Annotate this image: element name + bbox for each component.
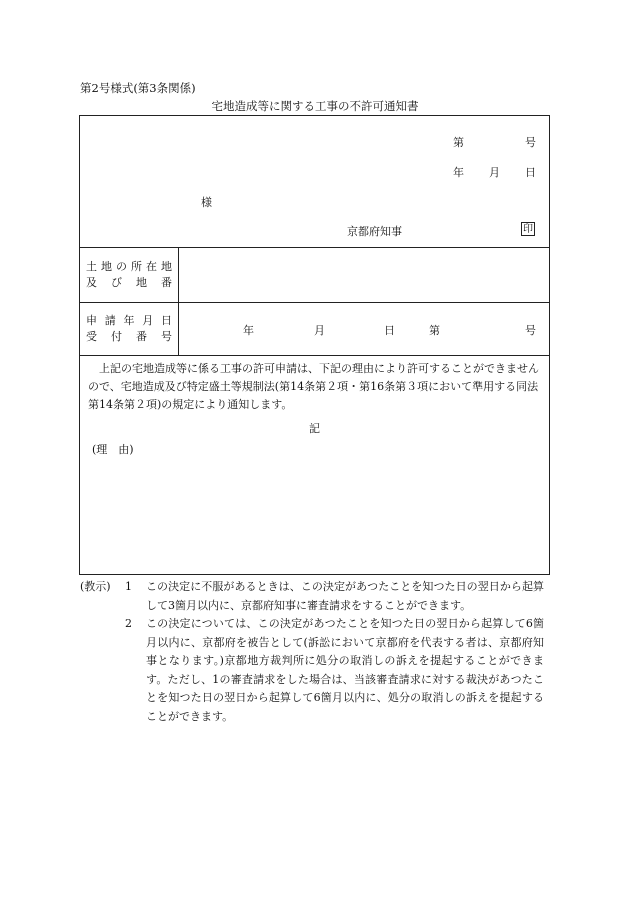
addressee-suffix: 様 (201, 196, 212, 209)
doc-number-suffix: 号 (525, 136, 536, 149)
notice-item-1 (125, 578, 545, 616)
form-table (79, 115, 550, 575)
divider-application (80, 355, 549, 356)
notice-item-1-text: この決定に不服があるときは、この決定があつたことを知つた日の翌日から起算して3箇月以内に、京都府知事に審査請求をすることができます。 (146, 580, 544, 612)
document-title: 宅地造成等に関する工事の不許可通知書 (211, 99, 419, 113)
notification-body-text: 上記の宅地造成等に係る工事の許可申請は、下記の理由により許可することができませんので、宅地造成及び特定盛土等規制法(第14条第２項・第16条第３項において準用する同法第14条第２項)の規定により通知します。 (88, 362, 539, 411)
application-month-label: 月 (314, 324, 325, 337)
application-label-line2: 受付番号 (86, 330, 172, 343)
notice-item-1-number: 1 (125, 580, 132, 593)
reason-label: (理 由) (92, 443, 134, 456)
issuer-name: 京都府知事 (347, 225, 402, 238)
date-day-label: 日 (525, 166, 536, 179)
label-column-divider (178, 247, 179, 355)
notice-item-2 (125, 615, 545, 730)
date-month-label: 月 (489, 166, 500, 179)
notice-item-2-number: 2 (125, 617, 132, 630)
application-day-label: 日 (384, 324, 395, 337)
application-label-line1: 申請年月日 (86, 314, 172, 327)
notice-heading: (教示) (80, 580, 111, 593)
divider-header (80, 247, 549, 248)
application-number-suffix: 号 (525, 324, 536, 337)
date-year-label: 年 (453, 166, 464, 179)
form-number-label: 第2号様式(第3条関係) (80, 81, 196, 95)
notice-item-2-text: この決定については、この決定があつたことを知つた日の翌日から起算して6箇月以内に、京都府を被告として(訴訟において京都府を代表する者は、京都府知事となります。)京都地方裁判所に処分の取消しの訴えを提起することができます。ただし、1の審査請求をした場合は、当該審査請求に対する裁決があつたことを知つた日の翌日から起算して6箇月以内に、処分の取消しの訴えを提起することができます。 (146, 617, 544, 723)
land-label-line2: 及び地番 (86, 276, 172, 289)
divider-land (80, 302, 549, 303)
land-label-line1: 土地の所在地 (86, 260, 172, 273)
ki-heading: 記 (309, 422, 320, 435)
land-location-label (86, 259, 172, 291)
doc-number-prefix: 第 (453, 136, 464, 149)
application-number-prefix: 第 (429, 324, 440, 337)
seal-mark: 印 (523, 224, 533, 235)
application-year-label: 年 (243, 324, 254, 337)
application-info-label (86, 313, 172, 345)
